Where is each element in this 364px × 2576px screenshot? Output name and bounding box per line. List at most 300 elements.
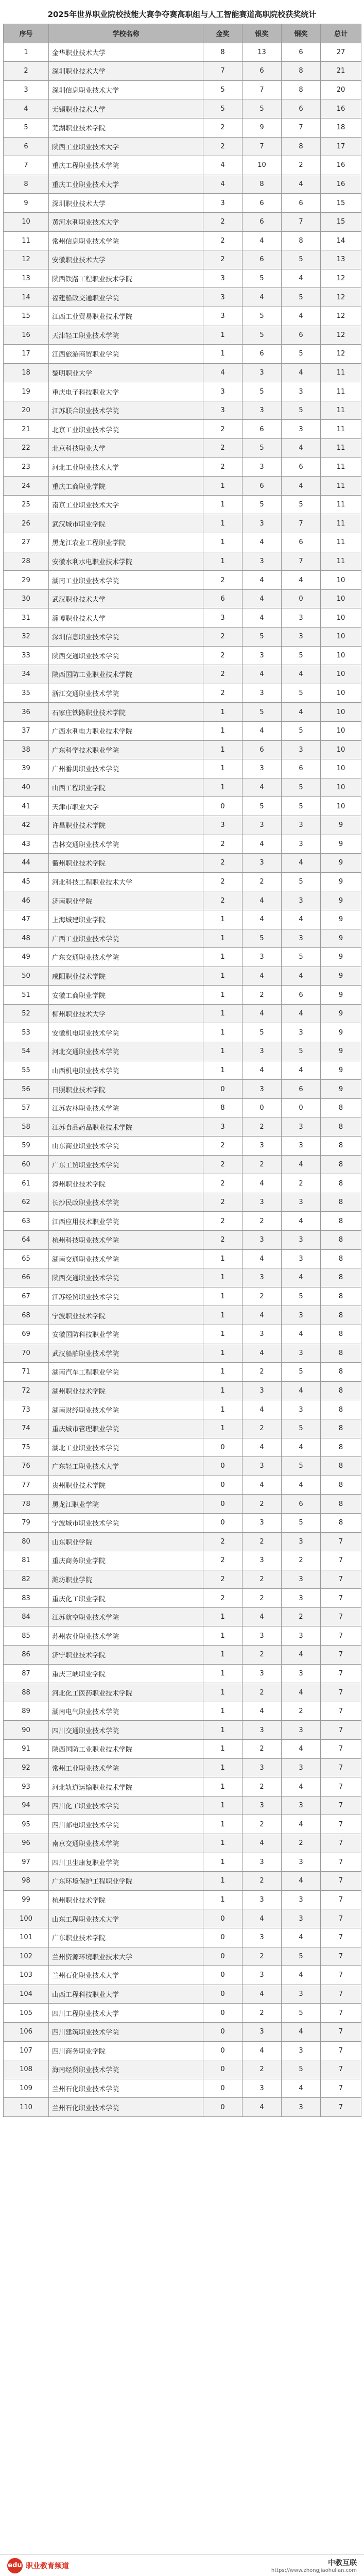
school-name: 陕西工业职业技术大学 (49, 137, 203, 156)
gold-count: 1 (203, 1853, 242, 1872)
table-row (4, 552, 361, 571)
bronze-count: 3 (282, 1193, 321, 1212)
school-name: 杭州科技职业技术学院 (49, 1231, 203, 1250)
gold-count: 0 (203, 1909, 242, 1928)
school-name: 石家庄铁路职业技术学院 (49, 703, 203, 722)
gold-count: 1 (203, 740, 242, 759)
school-name: 广州番禺职业技术学院 (49, 759, 203, 778)
school-name: 安徽国防科技职业学院 (49, 1325, 203, 1344)
table-row (4, 2060, 361, 2079)
row-index: 104 (4, 1985, 49, 2004)
school-name: 兰州石化职业技术大学 (49, 1966, 203, 1985)
silver-count: 2 (242, 986, 282, 1005)
total-count: 7 (321, 1626, 361, 1646)
bronze-count: 4 (282, 1966, 321, 1985)
total-count: 9 (321, 986, 361, 1005)
silver-count: 13 (242, 43, 282, 62)
total-count: 10 (321, 646, 361, 665)
gold-count: 3 (203, 194, 242, 213)
table-row (4, 1532, 361, 1551)
table-row (4, 891, 361, 910)
silver-count: 4 (242, 608, 282, 628)
bronze-count: 7 (282, 118, 321, 137)
row-index: 110 (4, 2098, 49, 2117)
silver-count: 4 (242, 1607, 282, 1626)
total-count: 7 (321, 2022, 361, 2041)
row-index: 29 (4, 571, 49, 590)
table-row (4, 1476, 361, 1495)
bronze-count: 4 (282, 1155, 321, 1174)
silver-count: 5 (242, 269, 282, 288)
row-index: 10 (4, 212, 49, 231)
silver-count: 3 (242, 1513, 282, 1532)
table-row (4, 1607, 361, 1626)
silver-count: 4 (242, 288, 282, 307)
gold-count: 1 (203, 1815, 242, 1834)
school-name: 芜湖职业技术学院 (49, 118, 203, 137)
table-row (4, 1664, 361, 1683)
total-count: 7 (321, 1853, 361, 1872)
gold-count: 7 (203, 62, 242, 81)
total-count: 7 (321, 1532, 361, 1551)
row-index: 98 (4, 1872, 49, 1891)
bronze-count: 2 (282, 1834, 321, 1853)
school-name: 柳州职业技术大学 (49, 1004, 203, 1023)
gold-count: 2 (203, 1193, 242, 1212)
total-count: 10 (321, 797, 361, 816)
school-name: 黑龙江农业工程职业学院 (49, 533, 203, 552)
bronze-count: 5 (282, 1042, 321, 1061)
row-index: 50 (4, 967, 49, 986)
table-row (4, 1909, 361, 1928)
bronze-count: 4 (282, 854, 321, 873)
bronze-count: 4 (282, 665, 321, 684)
row-index: 41 (4, 797, 49, 816)
total-count: 7 (321, 1758, 361, 1777)
silver-count: 5 (242, 99, 282, 118)
total-count: 14 (321, 231, 361, 250)
total-count: 8 (321, 1363, 361, 1382)
school-name: 重庆工业职业技术大学 (49, 175, 203, 194)
row-index: 35 (4, 684, 49, 703)
school-name: 湖南交通职业技术学院 (49, 1249, 203, 1268)
total-count: 7 (321, 1796, 361, 1815)
school-name: 陕西交通职业技术学院 (49, 646, 203, 665)
total-count: 7 (321, 2041, 361, 2060)
gold-count: 1 (203, 1287, 242, 1306)
school-name: 陕西国防工业职业技术学院 (49, 1740, 203, 1759)
school-name: 兰州石化职业技术学院 (49, 2098, 203, 2117)
school-name: 山西工程职业学院 (49, 778, 203, 797)
bronze-count: 5 (282, 872, 321, 891)
total-count: 10 (321, 721, 361, 740)
silver-count: 3 (242, 1758, 282, 1777)
school-name: 河北科技工程职业技术大学 (49, 872, 203, 891)
footer-bar (0, 2554, 364, 2576)
gold-count: 4 (203, 156, 242, 175)
total-count: 11 (321, 439, 361, 458)
gold-count: 1 (203, 326, 242, 345)
gold-count: 2 (203, 457, 242, 477)
row-index: 57 (4, 1098, 49, 1117)
school-name: 浙江交通职业技术学院 (49, 684, 203, 703)
gold-count: 1 (203, 910, 242, 929)
bronze-count: 4 (282, 1212, 321, 1231)
table-row (4, 1777, 361, 1797)
gold-count: 2 (203, 439, 242, 458)
school-name: 重庆商务职业学院 (49, 1551, 203, 1570)
table-row (4, 1570, 361, 1589)
total-count: 11 (321, 382, 361, 401)
silver-count: 5 (242, 382, 282, 401)
total-count: 20 (321, 80, 361, 99)
table-row (4, 967, 361, 986)
gold-count: 1 (203, 1872, 242, 1891)
silver-count: 3 (242, 1137, 282, 1156)
gold-count: 2 (203, 628, 242, 647)
channel-logo-icon: edu (7, 2558, 23, 2573)
silver-count: 4 (242, 2041, 282, 2060)
silver-count: 6 (242, 477, 282, 496)
table-row (4, 1268, 361, 1287)
row-index: 66 (4, 1268, 49, 1287)
bronze-count: 3 (282, 1796, 321, 1815)
school-name: 苏州农业职业技术学院 (49, 1626, 203, 1646)
silver-count: 2 (242, 1495, 282, 1514)
row-index: 87 (4, 1664, 49, 1683)
total-count: 10 (321, 608, 361, 628)
total-count: 15 (321, 212, 361, 231)
gold-count: 1 (203, 495, 242, 514)
table-row (4, 1513, 361, 1532)
total-count: 10 (321, 740, 361, 759)
bronze-count: 5 (282, 495, 321, 514)
bronze-count: 5 (282, 797, 321, 816)
school-name: 河北工业职业技术大学 (49, 457, 203, 477)
total-count: 7 (321, 1740, 361, 1759)
header-school: 学校名称 (49, 24, 203, 43)
silver-count: 4 (242, 891, 282, 910)
bronze-count: 3 (282, 1249, 321, 1268)
table-row (4, 1249, 361, 1268)
gold-count: 5 (203, 80, 242, 99)
school-name: 海南经贸职业技术学院 (49, 2060, 203, 2079)
row-index: 7 (4, 156, 49, 175)
gold-count: 1 (203, 552, 242, 571)
school-name: 山西工程科技职业大学 (49, 1985, 203, 2004)
table-row (4, 2041, 361, 2060)
school-name: 广西工业职业技术学院 (49, 929, 203, 948)
total-count: 8 (321, 1325, 361, 1344)
total-count: 11 (321, 363, 361, 382)
row-index: 69 (4, 1325, 49, 1344)
site-name: 中教互联 (328, 2559, 357, 2567)
gold-count: 1 (203, 759, 242, 778)
table-row (4, 1947, 361, 1966)
silver-count: 4 (242, 533, 282, 552)
bronze-count: 3 (282, 1117, 321, 1137)
bronze-count: 6 (282, 99, 321, 118)
total-count: 8 (321, 1155, 361, 1174)
bronze-count: 3 (282, 1137, 321, 1156)
silver-count: 2 (242, 1155, 282, 1174)
bronze-count: 3 (282, 420, 321, 439)
table-row (4, 175, 361, 194)
table-row (4, 1721, 361, 1740)
bronze-count: 4 (282, 1683, 321, 1702)
bronze-count: 4 (282, 2079, 321, 2098)
total-count: 8 (321, 1381, 361, 1400)
school-name: 上海城建职业学院 (49, 910, 203, 929)
bronze-count: 3 (282, 2041, 321, 2060)
gold-count: 1 (203, 1004, 242, 1023)
row-index: 30 (4, 589, 49, 608)
gold-count: 1 (203, 1023, 242, 1042)
school-name: 金华职业技术大学 (49, 43, 203, 62)
bronze-count: 4 (282, 439, 321, 458)
gold-count: 8 (203, 1098, 242, 1117)
row-index: 107 (4, 2041, 49, 2060)
table-row (4, 1438, 361, 1457)
gold-count: 1 (203, 1400, 242, 1419)
silver-count: 4 (242, 721, 282, 740)
gold-count: 4 (203, 175, 242, 194)
row-index: 52 (4, 1004, 49, 1023)
table-body (4, 43, 361, 2116)
bronze-count: 4 (282, 1740, 321, 1759)
total-count: 12 (321, 307, 361, 326)
table-row (4, 872, 361, 891)
gold-count: 1 (203, 1702, 242, 1721)
school-name: 广东职业技术学院 (49, 1928, 203, 1947)
table-row (4, 740, 361, 759)
total-count: 7 (321, 1551, 361, 1570)
total-count: 8 (321, 1117, 361, 1137)
total-count: 8 (321, 1495, 361, 1514)
school-name: 黄河水利职业技术大学 (49, 212, 203, 231)
table-row (4, 156, 361, 175)
total-count: 8 (321, 1476, 361, 1495)
total-count: 9 (321, 891, 361, 910)
table-row (4, 80, 361, 99)
total-count: 12 (321, 288, 361, 307)
total-count: 8 (321, 1098, 361, 1117)
silver-count: 2 (242, 1532, 282, 1551)
row-index: 36 (4, 703, 49, 722)
row-index: 82 (4, 1570, 49, 1589)
bronze-count: 4 (282, 477, 321, 496)
bronze-count: 2 (282, 1551, 321, 1570)
silver-count: 2 (242, 2004, 282, 2023)
row-index: 54 (4, 1042, 49, 1061)
silver-count: 6 (242, 420, 282, 439)
bronze-count: 2 (282, 156, 321, 175)
table-row (4, 1966, 361, 1985)
bronze-count: 4 (282, 269, 321, 288)
total-count: 7 (321, 1966, 361, 1985)
gold-count: 1 (203, 967, 242, 986)
row-index: 44 (4, 854, 49, 873)
school-name: 安徽水利水电职业技术学院 (49, 552, 203, 571)
school-name: 湖南电气职业技术学院 (49, 1702, 203, 1721)
gold-count: 0 (203, 1985, 242, 2004)
silver-count: 4 (242, 835, 282, 854)
gold-count: 2 (203, 1551, 242, 1570)
school-name: 重庆电子科技职业大学 (49, 382, 203, 401)
silver-count: 5 (242, 703, 282, 722)
school-name: 武汉职业技术大学 (49, 589, 203, 608)
total-count: 10 (321, 778, 361, 797)
bronze-count: 3 (282, 740, 321, 759)
gold-count: 2 (203, 872, 242, 891)
row-index: 28 (4, 552, 49, 571)
school-name: 四川卫生康复职业学院 (49, 1853, 203, 1872)
school-name: 淄博职业技术大学 (49, 608, 203, 628)
silver-count: 4 (242, 1004, 282, 1023)
silver-count: 4 (242, 2098, 282, 2117)
table-row (4, 345, 361, 364)
gold-count: 0 (203, 1476, 242, 1495)
silver-count: 6 (242, 740, 282, 759)
gold-count: 1 (203, 1363, 242, 1382)
bronze-count: 0 (282, 589, 321, 608)
school-name: 咸阳职业技术学院 (49, 967, 203, 986)
row-index: 2 (4, 62, 49, 81)
school-name: 常州工业职业技术学院 (49, 1758, 203, 1777)
gold-count: 2 (203, 835, 242, 854)
gold-count: 8 (203, 43, 242, 62)
bronze-count: 7 (282, 552, 321, 571)
row-index: 94 (4, 1796, 49, 1815)
silver-count: 3 (242, 1890, 282, 1909)
bronze-count: 4 (282, 307, 321, 326)
bronze-count: 4 (282, 571, 321, 590)
silver-count: 4 (242, 1476, 282, 1495)
gold-count: 1 (203, 703, 242, 722)
silver-count: 3 (242, 1664, 282, 1683)
table-row (4, 1325, 361, 1344)
table-row (4, 1853, 361, 1872)
total-count: 7 (321, 1909, 361, 1928)
school-name: 无锡职业技术大学 (49, 99, 203, 118)
school-name: 天津轻工职业技术学院 (49, 326, 203, 345)
table-row (4, 1381, 361, 1400)
row-index: 14 (4, 288, 49, 307)
table-row (4, 797, 361, 816)
silver-count: 3 (242, 1626, 282, 1646)
bronze-count: 5 (282, 288, 321, 307)
total-count: 7 (321, 1928, 361, 1947)
school-name: 山西机电职业技术学院 (49, 1061, 203, 1080)
silver-count: 2 (242, 1683, 282, 1702)
bronze-count: 0 (282, 1098, 321, 1117)
school-name: 天津市职业大学 (49, 797, 203, 816)
gold-count: 0 (203, 1513, 242, 1532)
school-name: 漳州职业技术学院 (49, 1174, 203, 1193)
bronze-count: 4 (282, 1777, 321, 1797)
total-count: 10 (321, 589, 361, 608)
gold-count: 1 (203, 1758, 242, 1777)
total-count: 8 (321, 1419, 361, 1438)
row-index: 86 (4, 1646, 49, 1665)
bronze-count: 6 (282, 43, 321, 62)
silver-count: 2 (242, 1117, 282, 1137)
row-index: 90 (4, 1721, 49, 1740)
bronze-count: 3 (282, 1909, 321, 1928)
silver-count: 5 (242, 628, 282, 647)
bronze-count: 3 (282, 891, 321, 910)
total-count: 9 (321, 948, 361, 967)
bronze-count: 2 (282, 1607, 321, 1626)
table-row (4, 684, 361, 703)
header-bronze: 铜奖 (282, 24, 321, 43)
total-count: 11 (321, 495, 361, 514)
silver-count: 5 (242, 797, 282, 816)
gold-count: 2 (203, 1231, 242, 1250)
row-index: 99 (4, 1890, 49, 1909)
total-count: 12 (321, 345, 361, 364)
school-name: 济南职业学院 (49, 891, 203, 910)
total-count: 11 (321, 552, 361, 571)
total-count: 8 (321, 1513, 361, 1532)
gold-count: 1 (203, 1042, 242, 1061)
gold-count: 0 (203, 1947, 242, 1966)
bronze-count: 7 (282, 212, 321, 231)
total-count: 7 (321, 1664, 361, 1683)
silver-count: 2 (242, 1947, 282, 1966)
row-index: 101 (4, 1928, 49, 1947)
gold-count: 0 (203, 2022, 242, 2041)
gold-count: 0 (203, 797, 242, 816)
total-count: 7 (321, 1607, 361, 1626)
total-count: 12 (321, 326, 361, 345)
total-count: 7 (321, 1570, 361, 1589)
row-index: 103 (4, 1966, 49, 1985)
table-row (4, 835, 361, 854)
bronze-count: 5 (282, 1287, 321, 1306)
school-name: 四川建筑职业技术学院 (49, 2022, 203, 2041)
table-row (4, 854, 361, 873)
table-row (4, 1702, 361, 1721)
silver-count: 3 (242, 514, 282, 533)
silver-count: 3 (242, 1231, 282, 1250)
row-index: 74 (4, 1419, 49, 1438)
header-total: 总计 (321, 24, 361, 43)
bronze-count: 8 (282, 231, 321, 250)
bronze-count: 6 (282, 194, 321, 213)
table-row (4, 1193, 361, 1212)
bronze-count: 5 (282, 778, 321, 797)
total-count: 7 (321, 2079, 361, 2098)
gold-count: 2 (203, 1212, 242, 1231)
site-brand (271, 2557, 357, 2573)
total-count: 7 (321, 1947, 361, 1966)
gold-count: 1 (203, 1419, 242, 1438)
row-index: 108 (4, 2060, 49, 2079)
silver-count: 2 (242, 1570, 282, 1589)
table-row (4, 665, 361, 684)
table-row (4, 759, 361, 778)
gold-count: 1 (203, 929, 242, 948)
row-index: 109 (4, 2079, 49, 2098)
silver-count: 7 (242, 137, 282, 156)
channel-name: 职业教育频道 (26, 2562, 69, 2570)
silver-count: 4 (242, 1249, 282, 1268)
total-count: 10 (321, 571, 361, 590)
row-index: 26 (4, 514, 49, 533)
school-name: 四川化工职业技术学院 (49, 1796, 203, 1815)
total-count: 7 (321, 1683, 361, 1702)
